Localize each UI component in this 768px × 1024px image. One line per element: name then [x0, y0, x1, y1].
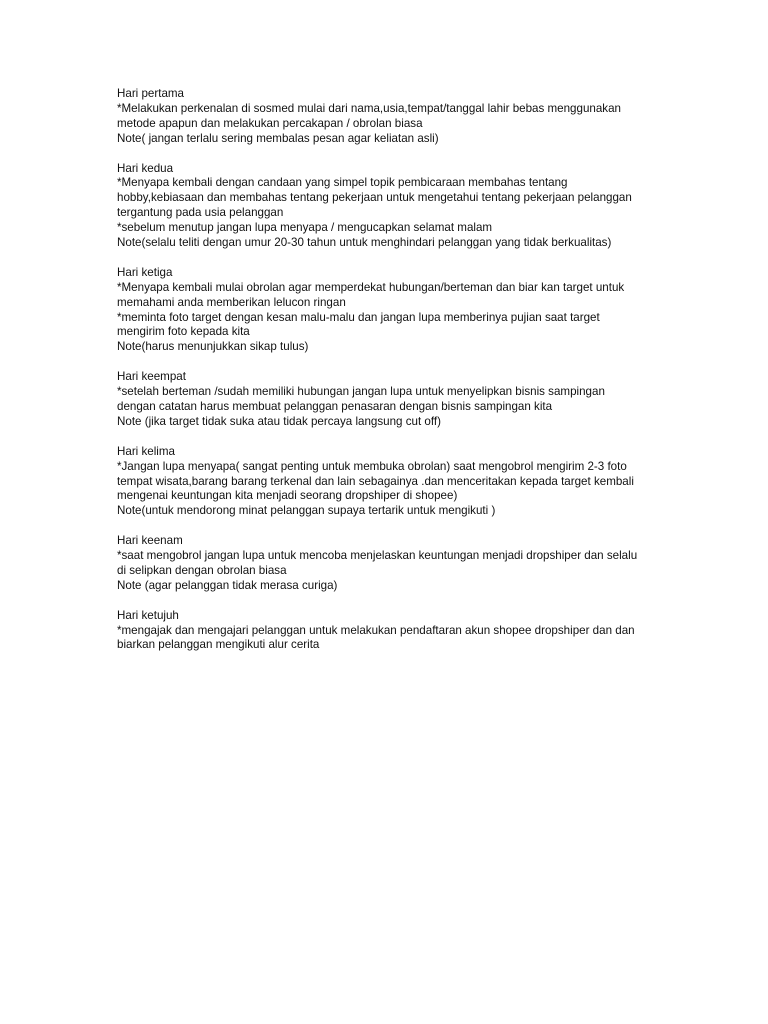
- section-line: Note(untuk mendorong minat pelanggan supaya tertarik untuk mengikuti ): [117, 504, 496, 518]
- section-line: Note (agar pelanggan tidak merasa curiga): [117, 578, 338, 592]
- section-heading: Hari ketujuh: [117, 608, 179, 622]
- section-line: *mengajak dan mengajari pelanggan untuk melakukan pendaftaran akun shopee dropshiper dan dan: [117, 623, 635, 637]
- section-line: tempat wisata,barang barang terkenal dan lain sebagainya .dan menceritakan kepada target kembali: [117, 474, 634, 488]
- section-line: *sebelum menutup jangan lupa menyapa / mengucapkan selamat malam: [117, 221, 493, 235]
- section-line: *meminta foto target dengan kesan malu-malu dan jangan lupa memberinya pujian saat target: [117, 310, 600, 324]
- section-line: *Jangan lupa menyapa( sangat penting untuk membuka obrolan) saat mengobrol mengirim 2-3 foto: [117, 459, 627, 473]
- section-heading: Hari pertama: [117, 87, 185, 100]
- section-hari-pertama: [117, 87, 657, 147]
- section-hari-kelima: [117, 445, 657, 520]
- section-heading: Hari kelima: [117, 444, 175, 458]
- section-line: *Melakukan perkenalan di sosmed mulai dari nama,usia,tempat/tanggal lahir bebas menggunakan: [117, 101, 621, 115]
- section-line: metode apapun dan melakukan percakapan / obrolan biasa: [117, 116, 423, 130]
- section-heading: Hari keempat: [117, 370, 186, 384]
- section-heading: Hari kedua: [117, 161, 174, 175]
- section-line: *Menyapa kembali dengan candaan yang simpel topik pembicaraan membahas tentang: [117, 176, 568, 190]
- section-hari-keenam: [117, 534, 657, 594]
- section-line: Note(harus menunjukkan sikap tulus): [117, 340, 309, 354]
- section-hari-kedua: [117, 162, 657, 251]
- section-line: *saat mengobrol jangan lupa untuk mencoba menjelaskan keuntungan menjadi dropshiper dan selalu: [117, 549, 638, 563]
- section-line: Note (jika target tidak suka atau tidak percaya langsung cut off): [117, 414, 441, 428]
- section-line: mengirim foto kepada kita: [117, 325, 250, 339]
- section-line: dengan catatan harus membuat pelanggan penasaran dengan bisnis sampingan kita: [117, 399, 553, 413]
- section-heading: Hari keenam: [117, 534, 183, 548]
- section-line: tergantung pada usia pelanggan: [117, 206, 284, 220]
- section-line: Note(selalu teliti dengan umur 20-30 tahun untuk menghindari pelanggan yang tidak berkualitas): [117, 236, 612, 250]
- document-body: [117, 87, 657, 668]
- section-line: di selipkan dengan obrolan biasa: [117, 563, 287, 577]
- section-hari-ketujuh: [117, 609, 657, 654]
- section-line: mengenai keuntungan kita menjadi seorang dropshiper di shopee): [117, 489, 458, 503]
- section-hari-keempat: [117, 370, 657, 430]
- section-line: memahami anda memberikan lelucon ringan: [117, 295, 346, 309]
- section-line: *Menyapa kembali mulai obrolan agar memperdekat hubungan/berteman dan biar kan target untuk: [117, 280, 625, 294]
- section-heading: Hari ketiga: [117, 265, 173, 279]
- section-line: *setelah berteman /sudah memiliki hubungan jangan lupa untuk menyelipkan bisnis sampingan: [117, 385, 605, 399]
- section-line: biarkan pelanggan mengikuti alur cerita: [117, 638, 320, 652]
- section-hari-ketiga: [117, 266, 657, 355]
- section-line: hobby,kebiasaan dan membahas tentang pekerjaan untuk mengetahui tentang pekerjaan pelanggan: [117, 191, 632, 205]
- section-line: Note( jangan terlalu sering membalas pesan agar keliatan asli): [117, 131, 439, 145]
